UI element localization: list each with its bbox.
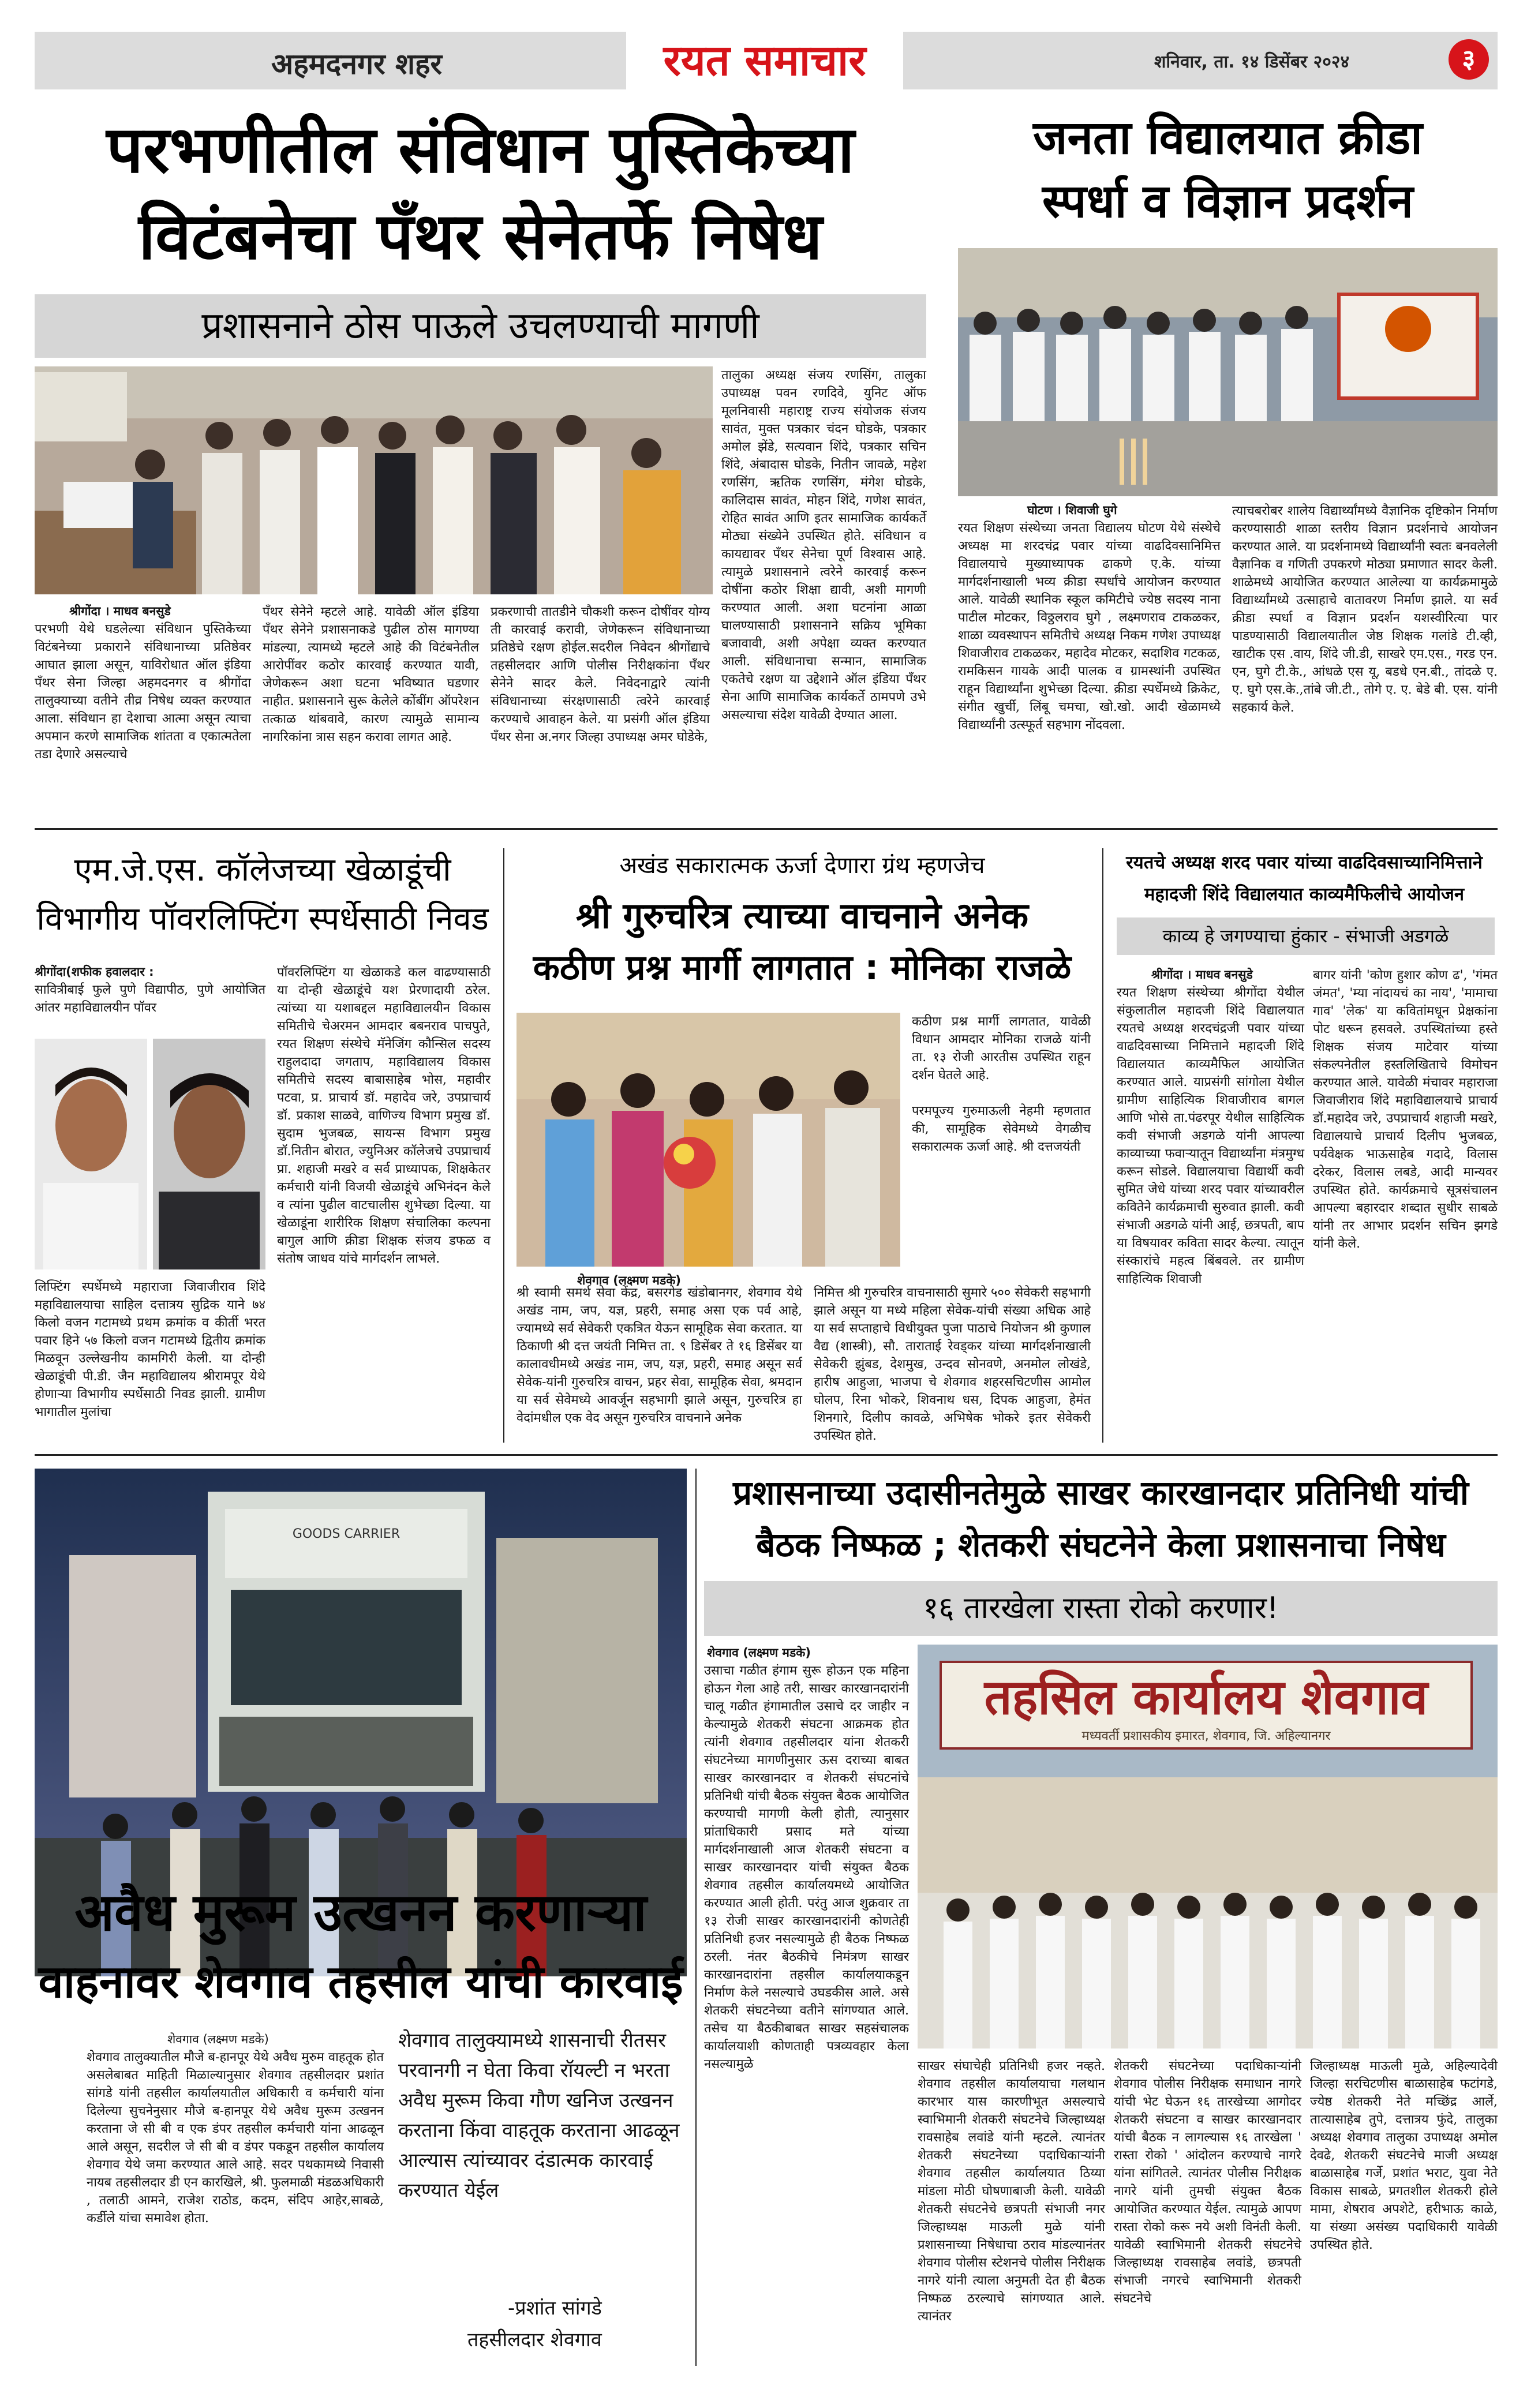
story7-col2: साखर संघाचेही प्रतिनिधी हजर नव्हते. शेवगाव तहसील कार्यालयाचा गलथान कारभार यास कारणीभूत असल्याचे स्वाभिमानी शेतकरी संघटनेचे जिल्हाध्यक्ष रावसाहेब लवांडे यांनी म्हटले. त्यानंतर शेतकरी संघटनेच्या पदाधिकाऱ्यांनी शेवगाव तहसील कार्यालयात ठिय्या मांडला मोठी घोषणाबाजी केली. यावेळी शेतकरी संघटनेचे छत्रपती संभाजी नगर जिल्हाध्यक्ष माऊली मुळे यांनी प्रशासनाच्या निषेधाचा ठराव मांडल्यानंतर शेवगाव पोलीस स्टेशनचे पोलीस निरीक्षक नागरे यांनी त्याला अनुमती देत ही बैठक निष्फळ ठरल्याचे सांगण्यात आले. त्यानंतर bbox=[918, 2059, 1109, 2324]
story2-headline-line1: जनता विद्यालयात क्रीडा bbox=[1033, 111, 1423, 164]
story4-photo bbox=[517, 1013, 900, 1267]
story1-col4: तालुका अध्यक्ष संजय रणसिंग, तालुका उपाध्यक्ष पवन रणदिवे, युनिट ऑफ मूलनिवासी महाराष्ट्र राज्य संयोजक संजय सावंत, मुक्त पत्रकार चंदन घोडके, पत्रकार अमोल झेंडे, सत्यवान शिंदे, पत्रकार सचिन शिंदे, अंबादास घोडके, नितीन जावळे, महेश रणसिंग, ऋतिक रणसिंग, मंगेश घोडके, कालिदास सावंत, मोहन शिंदे, गणेश सावंत, रोहित सावंत आणि इतर सामाजिक कार्यकर्ते मोठ्या संख्येने उपस्थित होते. संविधान व कायद्यावर पँथर सेनेचा पूर्ण विश्वास आहे. त्यामुळे प्रशासनाने त्वरेने कारवाई करून दोषींना कठोर शिक्षा द्यावी, अशी मागणी करण्यात आली. अशा घटनांना आळा घालण्यासाठी प्रशासनाने सक्रिय भूमिका बजावावी, अशी अपेक्षा व्यक्त करण्यात आली. संविधानाचा सन्मान, सामाजिक एकतेचे रक्षण या उद्देशाने ऑल इंडिया पँथर सेना आणि सामाजिक कार्यकर्ते ठामपणे उभे असल्याचा संदेश यावेळी देण्यात आला. bbox=[721, 368, 930, 722]
divider-5 bbox=[695, 1469, 697, 2366]
story4-headline-line1: श्री गुरुचरित्र त्याच्या वाचनाने अनेक bbox=[575, 894, 1029, 937]
story7-headline-line2: बैठक निष्फळ ; शेतकरी संघटनेने केला प्रशासनाचा निषेध bbox=[756, 1525, 1446, 1564]
story1-photo bbox=[35, 366, 713, 594]
story6-byline: शेवगाव (लक्ष्मण मडके) bbox=[167, 2032, 269, 2046]
story5-col1: रयत शिक्षण संस्थेच्या श्रीगोंदा येथील संकुलातील महादजी शिंदे विद्यालयात रयतचे अध्यक्ष शरदचंद्रजी पवार यांच्या वाढदिवसाच्या निमित्ताने महादजी शिंदे विद्यालयात काव्यमैफिल आयोजित करण्यात आले. याप्रसंगी सांगोला येथील ग्रामीण साहित्यिक शिवाजीराव बागल आणि भोसे ता.पंढरपूर येथील साहित्यिक कवी संभाजी अडगळे यांनी आपल्या काव्याच्या फवाऱ्यातून विद्यार्थ्यांना मंत्रमुग्ध करून सोडले. विद्यालयाचा विद्यार्थी कवी सुमित जेधे यांच्या शरद पवार यांच्यावरील कवितेने कार्यक्रमाची सुरुवात झाली. कवी संभाजी अडगळे यांनी आई, छत्रपती, बाप या विषयावर कविता सादर केल्या. त्यातून संस्कारांचे महत्व बिंबवले. तर ग्रामीण साहित्यिक शिवाजी bbox=[1117, 986, 1308, 1286]
photo-sign-sub: मध्यवर्ती प्रशासकीय इमारत, शेवगाव, जि. अहिल्यानगर bbox=[1081, 1729, 1331, 1743]
story3-col2: पॉवरलिफ्टिंग या खेळाकडे कल वाढण्यासाठी या दोन्ही खेळाडूंचे यश प्रेरणादायी ठरेल. त्यांच्या या यशाबद्दल महाविद्यालयीन विकास समितीचे चेअरमन आमदार बबनराव पाचपुते, रयत शिक्षण संस्थेचे मॅनेजिंग कौन्सिल सदस्य राहुलदादा जगताप, महाविद्यालय विकास समितीचे सदस्य बाबासाहेब भोस, महावीर पटवा, प्र. प्राचार्य डॉ. महादेव जरे, उपप्राचार्य डॉ. प्रकाश साळवे, वाणिज्य विभाग प्रमुख डॉ. सुदाम भुजबळ, सायन्स विभाग प्रमुख डॉ.नितीन बोरात, ज्युनिअर कॉलेजचे उपप्राचार्य प्रा. शहाजी मखरे व सर्व प्राध्यापक, शिक्षकेतर कर्मचारी यांनी विजयी खेळाडूंचे अभिनंदन केले व त्यांना पुढील वाटचालीस शुभेच्छा दिल्या. या खेळाडूंना शारीरिक शिक्षण संचालिका कल्पना बागुल आणि क्रीडा शिक्षक संजय डफळ व संतोष जाधव यांचे मार्गदर्शन लाभले. bbox=[277, 965, 495, 1266]
story6-headline-line2: वाहनावर शेवगाव तहसील यांची कारवाई bbox=[38, 1956, 683, 2008]
story7-side-text: उसाचा गळीत हंगाम सुरू होऊन एक महिना होऊन गेला आहे तरी, साखर कारखानदारांनी चालू गळीत हंगामातील उसाचे दर जाहीर न केल्यामुळे शेतकरी संघटना आक्रमक होत त्यांनी शेवगाव तहसीलदार यांना शेतकरी संघटनेच्या मागणीनुसार ऊस दराच्या बाबत साखर कारखानदार व शेतकरी संघटनांचे प्रतिनिधी यांची बैठक संयुक्त बैठक आयोजित करण्याची मागणी केली होती, त्यानुसार प्रांताधिकारी प्रसाद मते यांच्या मार्गदर्शनाखाली आज शेतकरी संघटना व साखर कारखानदार यांची संयुक्त बैठक शेवगाव तहसील कार्यालयमध्ये आयोजित करण्यात आली होती. परंतु आज शुक्रवार ता १३ रोजी साखर कारखानदारांनी कोणतेही प्रतिनिधी हजर नसल्यामुळे ही बैठक निष्फळ ठरली. नंतर बैठकीचे निमंत्रण साखर कारखानदारांना तहसील कार्यालयाकडून निर्माण केले नसल्याचे उघडकीस आले. असे शेतकरी संघटनेच्या वतीने सांगण्यात आले. तसेच या बैठकीबाबत साखर सहसंचालक कार्यालयाशी कोणताही पत्रव्यवहार केला नसल्यामुळे bbox=[704, 1664, 913, 2072]
story2-byline: घोटण । शिवाजी घुगे bbox=[1027, 503, 1117, 517]
story3-headline-line1: एम.जे.एस. कॉलेजच्या खेळाडूंची bbox=[74, 851, 451, 889]
story3-byline: श्रीगोंदा(शफीक हवालदार : bbox=[35, 965, 154, 979]
story3-headline-line2: विभागीय पॉवरलिफ्टिंग स्पर्धेसाठी निवड bbox=[36, 900, 489, 938]
story1-byline: श्रीगोंदा । माधव बनसुडे bbox=[69, 604, 171, 618]
story1-subhead: प्रशासनाने ठोस पाऊले उचलण्याची मागणी bbox=[35, 294, 926, 358]
story4-byline: शेवगाव (लक्ष्मण मडके) bbox=[577, 1274, 681, 1287]
page-number: ३ bbox=[1449, 39, 1489, 80]
divider-4 bbox=[35, 1454, 1498, 1456]
story6-col1: शेवगाव तालुक्यातील मौजे ब-हानपूर येथे अवैध मुरुम वाहतूक होत असलेबाबत माहिती मिळाल्यानुसार शेवगाव तहसीलदार प्रशांत सांगडे यांनी तहसील कार्यालयातील अधिकारी व कर्मचारी यांना दिलेल्या सुचनेनुसार मौजे ब-हानपूर येथे अवैध मुरूम उत्खनन करताना जे सी बी व एक डंपर तहसील कर्मचारी यांना आढळून आले असून, सदरील जे सी बी व डंपर पकडून तहसील कार्यालय शेवगाव येथे जमा करण्यात आले आहे. सदर पथकामध्ये निवासी नायब तहसीलदार डी एन कारखिले, श्री. फुलमाळी मंडळअधिकारी , तलाठी आमने, राजेश राठोड, कदम, संदिप आहेर,साबळे, कर्डीले यांचा समावेश होता. bbox=[87, 2050, 388, 2226]
story2-photo bbox=[958, 248, 1498, 496]
story5-col2: बागर यांनी 'कोण हुशार कोण ढ', 'गंमत जंमत', 'म्या नांदायचं का नाय', 'मामाचा गाव' 'लेक' या कवितांमधून प्रेक्षकांना पोट धरून हसवले. उपस्थितांच्या हस्ते शिक्षक संजय माटेवार यांच्या संकल्पनेतील हस्तलिखिताचे विमोचन करण्यात आले. यावेळी मंचावर महाराजा जिवाजीराव शिंदे महाविद्यालयाचे प्राचार्य डॉ.महादेव जरे, उपप्राचार्य शहाजी मखरे, विद्यालयाचे प्राचार्य दिलीप भुजबळ, पर्यवेक्षक भाऊसाहेब गदादे, विलास दरेकर, विलास लबडे, आदी मान्यवर उपस्थित होते. कार्यक्रमाचे सूत्रसंचालन आपल्या बहारदार शब्दात सुधीर साबळे यांनी तर आभार प्रदर्शन सचिन झगडे यांनी केले. bbox=[1313, 968, 1502, 1251]
story7-col4: जिल्हाध्यक्ष माऊली मुळे, अहिल्यादेवी जिल्हा सरचिटणीस बाळासाहेब फटांगडे, ज्येष्ठ शेतकरी नेते मच्छिंद्र आर्ले, तात्यासाहेब तुपे, दत्तात्रय फुंदे, तालुका अध्यक्ष शेवगाव तालुका उपाध्यक्ष अमोल देवढे, शेतकरी संघटनेचे माजी अध्यक्ष बाळासाहेब गर्जे, प्रशांत भराट, युवा नेते विकास साबळे, प्रगतशील शेतकरी होले मामा, शेषराव अपशेटे, हरीभाऊ काळे, या संख्या असंख्य पदाधिकारी यावेळी उपस्थित होते. bbox=[1310, 2059, 1502, 2252]
divider-2 bbox=[503, 848, 504, 1443]
photo-sign: तहसिल कार्यालय शेवगाव bbox=[984, 1669, 1428, 1725]
story4-col2: निमित्त श्री गुरुचरित्र वाचनासाठी सुमारे ५०० सेवेकरी सहभागी झाले असून या मध्ये महिला सेवेक-यांची संख्या अधिक आहे या सर्व सप्ताहाचे विधीयुक्त पुजा पाठाचे नियोजन श्री कुणाल वैद्य (शास्त्री), सौ. ताराताई रेवड्कर यांच्या मार्गदर्शनाखाली सेवेकरी झुंबड, देशमुख, उन्दव सोनवणे, अनमोल लोखंडे, हारीष आहुजा, भाजपा चे शेवगाव शहरसचिटणीस आमोल घोलप, रिना भोकरे, शिवनाथ धस, दिपक आहुजा, हेमंत शिनगारे, दिलीप कावळे, अभिषेक भोकरे इतर सेवेकरी उपस्थित होते. bbox=[814, 1286, 1095, 1443]
story7-subhead: १६ तारखेला रास्ता रोको करणार! bbox=[704, 1581, 1498, 1636]
story4-side-text: कठीण प्रश्न मार्गी लागतात, यावेळी विधान आमदार मोनिका राजळे यांनी ता. १३ रोजी आरतीस उपस्थित राहून दर्शन घेतले आहे. परमपूज्य गुरुमाऊली नेहमी म्हणतात की, सामूहिक सेवेमध्ये वेगळीच सकारात्मक ऊर्जा आहे. श्री दत्तजयंती bbox=[912, 1014, 1091, 1154]
story3-col1-bottom: लिफ्टिंग स्पर्धेमध्ये महाराजा जिवाजीराव शिंदे महाविद्यालयाचा साहिल दत्तात्रय सुद्रिक याने ७४ किलो वजन गटामध्ये प्रथम क्रमांक व कीर्ती भरत पवार हिने ५७ किलो वजन गटामध्ये द्वितीय क्रमांक मिळवून उल्लेखनीय कामगिरी केली. या दोन्ही खेळाडूंची पी.डी. जैन महाविद्यालय श्रीरामपूर येथे होणाऱ्या विभागीय स्पर्धेसाठी निवड झाली. ग्रामीण भागातील मुलांचा bbox=[35, 1280, 270, 1420]
story1-col2: पँथर सेनेने म्हटले आहे. यावेळी ऑल इंडिया पँथर सेनेने प्रशासनाकडे पुढील ठोस मागण्या मांडल्या, त्यामध्ये म्हटले आहे की विटंबनेतील आरोपींवर कठोर कारवाई करण्यात यावी, जेणेकरून अशा घटना भविष्यात घडणार नाहीत. प्रशासनाने सुरू केलेले कोंबींग ऑपरेशन तत्काळ थांबवावे, कारण त्यामुळे सामान्य नागरिकांना त्रास सहन करावा लागत आहे. bbox=[263, 605, 483, 744]
story6-signature: -प्रशांत सांगडे bbox=[508, 2297, 602, 2320]
story1-col1: परभणी येथे घडलेल्या संविधान पुस्तिकेच्या विटंबनेच्या प्रकाराने संविधानाच्या प्रतिष्ठेवर आघात झाला असून, याविरोधात ऑल इंडिया पँथर सेना जिल्हा अहमदनगर व श्रीगोंदा तालुक्याच्या वतीने तीव्र निषेध व्यक्त करण्यात आला. संविधान हा देशाचा आत्मा असून त्याचा अपमान करणे सामाजिक शांतता व एकात्मतेला तडा देणारे असल्याचे bbox=[35, 622, 255, 762]
story6-signature-title: तहसीलदार शेवगाव bbox=[467, 2328, 602, 2351]
divider-3 bbox=[1102, 848, 1103, 1443]
story6-quote: शेवगाव तालुक्यामध्ये शासनाची रीतसर परवानगी न घेता किवा रॉयल्टी न भरता अवैध मुरूम किवा गौण खनिज उत्खनन करताना किंवा वाहतूक करताना आढळून आल्यास त्यांच्यावर दंडात्मक कारवाई करण्यात येईल bbox=[398, 2029, 680, 2202]
story7-byline: शेवगाव (लक्ष्मण मडके) bbox=[707, 1646, 811, 1660]
story7-col3: शेतकरी संघटनेच्या पदाधिकाऱ्यांनी शेवगाव पोलीस निरीक्षक समाधान नागरे यांची भेट घेऊन १६ तारखेच्या आगोदर शेतकरी संघटना व साखर कारखानदार यांची बैठक न लागल्यास १६ तारखेला ' रास्ता रोको ' आंदोलन करण्याचे नागरे यांना सांगितले. त्यानंतर पोलीस निरीक्षक नागरे यांनी तुमची संयुक्त बैठक आयोजित करण्यात येईल. त्यामुळे आपण रास्ता रोको करू नये अशी विनंती केली. यावेळी स्वाभिमानी शेतकरी संघटनेचे जिल्हाध्यक्ष रावसाहेब लवांडे, छत्रपती संभाजी नगरचे स्वाभिमानी शेतकरी संघटनेचे bbox=[1114, 2059, 1305, 2306]
story6-headline-line1: अवैध मुरूम उत्खनन करणाऱ्या bbox=[74, 1882, 647, 1943]
story2-headline-line2: स्पर्धा व विज्ञान प्रदर्शन bbox=[1042, 174, 1413, 228]
story3-photo-athlete-1 bbox=[35, 1039, 147, 1269]
masthead: रयत समाचार bbox=[626, 32, 903, 89]
truck-text: GOODS CARRIER bbox=[292, 1527, 401, 1541]
story1-headline-line1: परभणीतील संविधान पुस्तिकेच्या bbox=[106, 113, 855, 188]
story2-col2: त्याचबरोबर शालेय विद्यार्थ्यांमध्ये वैज्ञानिक दृष्टिकोन निर्माण करण्यासाठी शाळा स्तरीय विज्ञान प्रदर्शनाचे आयोजन करण्यात आले. या प्रदर्शनामध्ये विद्यार्थ्यांनी स्वतः बनवलेली वैज्ञानिक व गणिती उपकरणे मोठ्या प्रमाणात सादर केली. शाळेमध्ये आयोजित करण्यात आलेल्या या कार्यक्रमामुळे विद्यार्थ्यांमध्ये उत्साहाचे वातावरण निर्माण झाले. या सर्व क्रीडा स्पर्धा व विज्ञान प्रदर्शन यशस्वीरित्या पार पाडण्यासाठी विद्यालयातील जेष्ठ शिक्षक गलांडे टी.व्ही, खाटीक एस .वाय, शिंदे जी.डी, साखरे एम.एस., गरड एन. एन, घुगे टी.के., आंधळे एस यू, बडधे एन.बी., तांदळे ए. ए. घुगे एस.के.,तांबे जी.टी., तोगे ए. ए. बेडे बी. एस. यांनी सहकार्य केले. bbox=[1232, 504, 1502, 715]
issue-date: शनिवार, ता. १४ डिसेंबर २०२४ bbox=[1154, 52, 1350, 72]
story5-kicker-line2: महादजी शिंदे विद्यालयात काव्यमैफिलीचे आयोजन bbox=[1144, 884, 1465, 905]
story3-col1-top: सावित्रीबाई फुले पुणे विद्यापीठ, पुणे आयोजित आंतर महाविद्यालयीन पॉवर bbox=[35, 983, 270, 1015]
story1-headline-line2: विटंबनेचा पँथर सेनेतर्फे निषेध bbox=[139, 199, 822, 274]
story5-subhead: काव्य हे जगण्याचा हुंकार - संभाजी अडगळे bbox=[1117, 917, 1495, 955]
story5-byline: श्रीगोंदा । माधव बनसुडे bbox=[1151, 968, 1253, 982]
story7-photo bbox=[918, 1645, 1498, 2049]
story4-headline-line2: कठीण प्रश्न मार्गी लागतात : मोनिका राजळे bbox=[533, 948, 1072, 988]
story4-kicker: अखंड सकारात्मक ऊर्जा देणारा ग्रंथ म्हणजेच bbox=[619, 852, 985, 879]
story4-col1: श्री स्वामी समर्थ सेवा केंद्र, बसरगेड खंडोबानगर, शेवगाव येथे अखंड नाम, जप, यज्ञ, प्रहरी, समाह असा एक पर्व आहे, ज्यामध्ये सर्व सेवेकरी एकत्रित येऊन सामूहिक सेवा करतात. या ठिकाणी श्री दत्त जयंती निमित्त ता. ९ डिसेंबर ते १६ डिसेंबर या कालावधीमध्ये अखंड नाम, जप, यज्ञ, प्रहरी, समाह असून सर्व सेवेक-यांनी गुरुचरित्र वाचन, प्रहर सेवा, सामूहिक सेवा, श्रमदान या सर्व सेवेमध्ये आवर्जून सहभागी झाले असून, गुरुचरित्र हा वेदांमधील एक वेद असून गुरुचरित्र वाचनाने अनेक bbox=[517, 1286, 806, 1425]
story5-kicker-line1: रयतचे अध्यक्ष शरद पवार यांच्या वाढदिवसाच्यानिमित्ताने bbox=[1126, 852, 1483, 873]
story2-col1: रयत शिक्षण संस्थेच्या जनता विद्यालय घोटण येथे संस्थेचे अध्यक्ष मा शरदचंद्र पवार यांच्या वाढदिवसानिमित्त विद्यालयाचे मुख्याध्यापक ढाकणे ए.के. यांच्या मार्गदर्शनाखाली भव्य क्रीडा स्पर्धांचे आयोजन करण्यात आले. यावेळी स्थानिक स्कूल कमिटीचे ज्येष्ठ सदस्य नाना पाटील मोटकर, विठ्ठलराव घुगे , लक्ष्मणराव टाकळकर, शाळा व्यवस्थापन समितीचे अध्यक्ष निकम गणेश उपाध्यक्ष शिवाजीराव टाकळकर, महादेव मोटकर, सदाशिव गटकळ, रामकिसन गायके आदी पालक व ग्रामस्थांनी उपस्थित राहून विद्यार्थ्यांना शुभेच्छा दिल्या. क्रीडा स्पर्धेमध्ये क्रिकेट, संगीत खुर्ची, लिंबू चमचा, खो.खो. आदी खेळामध्ये विद्यार्थ्यांनी उत्स्फूर्त सहभाग नोंदवला. bbox=[958, 521, 1225, 732]
story1-col3: प्रकरणाची तातडीने चौकशी करून दोषींवर योग्य ती कारवाई करावी, जेणेकरून संविधानाच्या प्रतिष्ठेचे रक्षण होईल.सदरील निवेदन श्रीगोंद्याचे तहसीलदार आणि पोलीस निरीक्षकांना पँथर सेनेने सादर केले. निवेदनाद्वारे त्यांनी संविधानाच्या संरक्षणासाठी त्वरेने कारवाई करण्याचे आवाहन केले. या प्रसंगी ऑल इंडिया पँथर सेना अ.नगर जिल्हा उपाध्यक्ष अमर घोडेके, bbox=[491, 605, 714, 744]
story7-headline-line1: प्रशासनाच्या उदासीनतेमुळे साखर कारखानदार प्रतिनिधी यांची bbox=[733, 1473, 1469, 1512]
story3-photo-athlete-2 bbox=[153, 1039, 265, 1269]
section-name: अहमदनगर शहर bbox=[271, 47, 442, 81]
divider-1 bbox=[35, 828, 1498, 830]
